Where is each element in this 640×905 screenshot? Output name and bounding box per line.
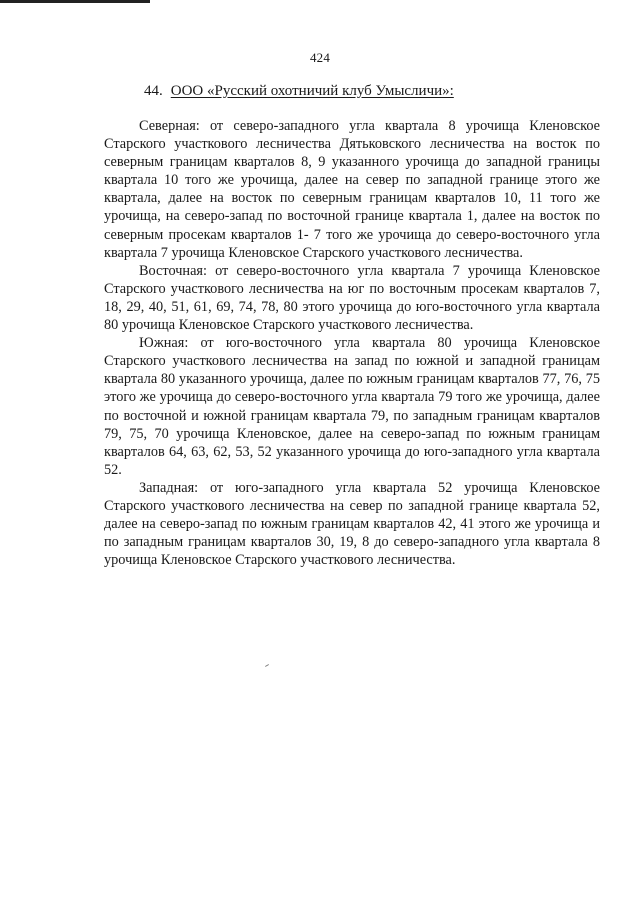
scan-artifact: [265, 664, 269, 667]
body-text: [104, 117, 600, 569]
paragraph-west: Западная: от юго-западного угла квартала 52 урочища Кленовское Старского участкового лесничества на север по западной границе квартала 52, далее на северо-запад по южным границам кварталов 42, 41 этого же урочища и по западным границам кварталов 30, 19, 8 до северо-западного угла квартала 8 урочища Кленовское Старского участкового лесничества.: [104, 479, 600, 569]
top-border-rule: [0, 0, 150, 3]
section-heading: [144, 83, 454, 100]
section-number: 44.: [144, 83, 163, 99]
section-title: ООО «Русский охотничий клуб Умысличи»:: [170, 83, 454, 99]
paragraph-east: Восточная: от северо-восточного угла квартала 7 урочища Кленовское Старского участкового лесничества на юг по восточным просекам кварталов 7, 18, 29, 40, 51, 61, 69, 74, 78, 80 этого урочища до юго-восточного угла квартала 80 урочища Кленовское Старского участкового лесничества.: [104, 262, 600, 334]
page-number: 424: [309, 50, 331, 65]
paragraph-south: Южная: от юго-восточного угла квартала 80 урочища Кленовское Старского участкового лесничества на запад по южной и западной границам квартала 80 указанного урочища, далее по южным границам кварталов 77, 76, 75 этого же урочища до северо-восточного угла квартала 79 того же урочища, далее по восточной и южной границам квартала 79, по западным границам кварталов 79, 75, 70 урочища Кленовское, далее на северо-запад по южным границам кварталов 64, 63, 62, 53, 52 указанного урочища до юго-западного угла квартала 52.: [104, 335, 600, 478]
paragraph-north: Северная: от северо-западного угла квартала 8 урочища Кленовское Старского участкового лесничества Дятьковского лесничества на восток по северным границам кварталов 8, 9 указанного урочища до западной границы квартала 10 того же урочища, далее на север по западной границе этого же квартала, далее на восток по северным границам кварталов 10, 11 того же урочища, на северо-запад по восточной границе квартала 1, далее на восток по северным просекам кварталов 1- 7 того же урочища до северо-восточного угла квартала 7 урочища Кленовское Старского участкового лесничества.: [104, 118, 600, 261]
